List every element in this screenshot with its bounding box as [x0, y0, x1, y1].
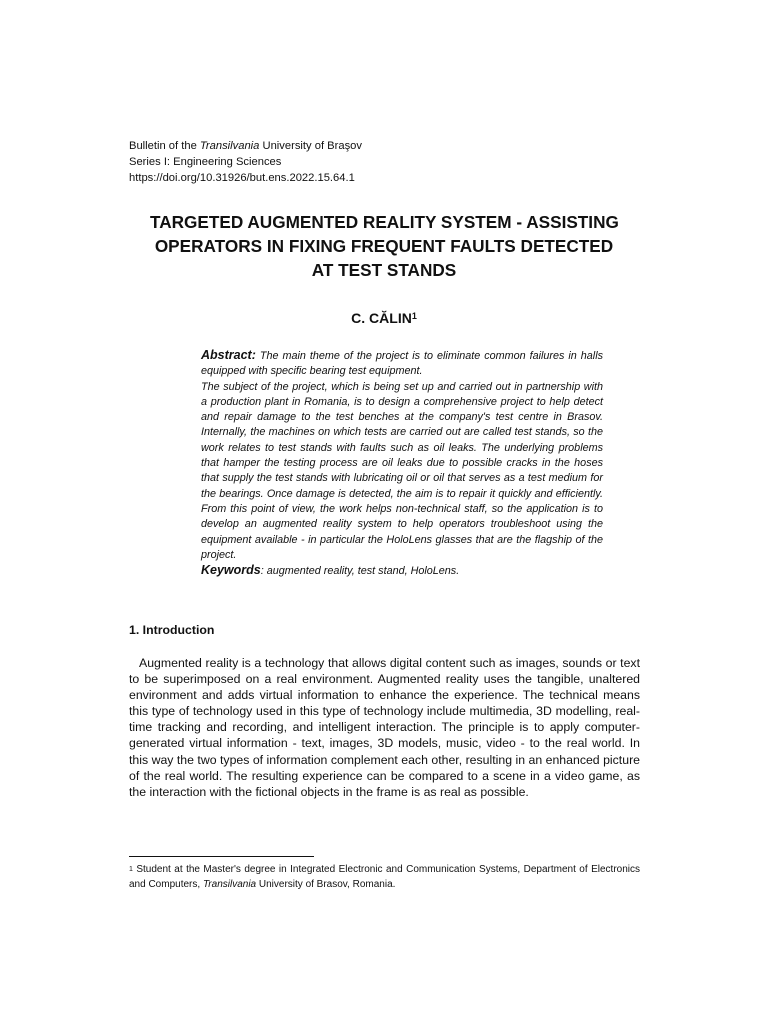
abstract-label: Abstract:	[201, 348, 256, 362]
introduction-body	[129, 655, 640, 800]
keywords-label: Keywords	[201, 563, 261, 578]
footnote-text-suffix: University of Brasov, Romania.	[256, 879, 396, 890]
abstract-block	[201, 348, 603, 579]
footnote-text-italic: Transilvania	[202, 879, 257, 890]
journal-name-prefix: Bulletin of the	[129, 140, 200, 152]
footnote-divider	[129, 856, 314, 857]
journal-series: Series I: Engineering Sciences	[129, 156, 282, 168]
keywords-text: : augmented reality, test stand, HoloLens.	[260, 565, 460, 578]
author-line	[0, 308, 768, 328]
title-line-1: TARGETED AUGMENTED REALITY SYSTEM - ASSISTING	[150, 212, 619, 232]
paper-title	[150, 210, 618, 282]
introduction-paragraph: Augmented reality is a technology that allows digital content such as images, sounds or text to be superimposed on a real environment. Augmented reality uses the tangible, unaltered environment and adds virtual information to enhance the experience. The technical means this type of technology used in this type of technology include multimedia, 3D modelling, real-time tracking and recording, and intelligent interaction. The principle is to apply computer-generated virtual information - text, images, 3D models, music, video - to the real world. In this way the two types of information complement each other, resulting in an enhanced picture of the real world. The resulting experience can be compared to a scene in a video game, as the interaction with the fictional objects in the frame is as real as possible.	[129, 656, 640, 799]
footnote-text-prefix: Student at the Master's degree in Integrated Electronic and Communication Systems, Department of Electronics and Computers,	[129, 864, 640, 890]
author-footnote-mark: 1	[411, 311, 417, 321]
title-line-3: AT TEST STANDS	[311, 260, 457, 280]
journal-name-suffix: University of Braşov	[259, 140, 362, 152]
keywords-line	[201, 563, 603, 579]
section-heading-introduction: 1. Introduction	[129, 623, 215, 637]
journal-name-italic: Transilvania	[199, 140, 260, 152]
abstract-text-1: The main theme of the project is to eliminate common failures in halls equipped with specific bearing test equipment.	[201, 350, 604, 378]
abstract-paragraph-1	[201, 348, 603, 380]
abstract-paragraph-2: The subject of the project, which is being set up and carried out in partnership with a production plant in Romania, is to design a comprehensive project to help detect and repair damage to the test benches at the company's test centre in Brasov. Internally, the machines on which tests are carried out are called test stands, so the work relates to test stands with faults such as oil leaks. The underlying problems that hamper the testing process are oil leaks due to possible cracks in the hoses that supply the test stands with lubricating oil or oil that serves as a test medium for the bearings. Once damage is detected, the aim is to repair it quickly and efficiently. From this point of view, the work helps non-technical staff, so the application is to develop an augmented reality system to help operators troubleshoot using the equipment available - in particular the HoloLens glasses that are the flagship of the project.	[201, 380, 603, 561]
footnote	[129, 862, 640, 892]
journal-name-line	[129, 138, 362, 154]
footnote-mark: 1	[129, 866, 133, 873]
doi-link[interactable]: https://doi.org/10.31926/but.ens.2022.15.64.1	[129, 172, 355, 184]
author-name: C. CĂLIN	[351, 310, 412, 326]
title-line-2: OPERATORS IN FIXING FREQUENT FAULTS DETECTED	[154, 236, 614, 256]
journal-header	[129, 138, 362, 186]
